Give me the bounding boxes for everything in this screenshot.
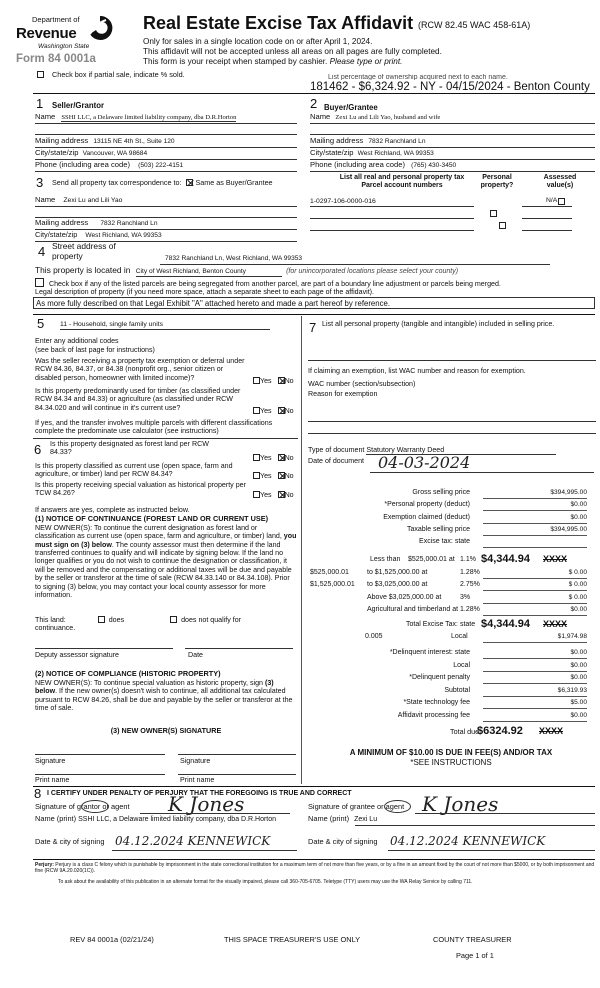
buyer-phone-row bbox=[310, 161, 595, 170]
section-2-number: 2 bbox=[310, 96, 318, 111]
buyer-phone-label: Phone (including area code) bbox=[310, 160, 405, 169]
segregated-row bbox=[35, 278, 501, 288]
tax-tier-3-row bbox=[305, 593, 597, 604]
grantee-name-row bbox=[308, 815, 377, 824]
seller-phone-field[interactable]: (503) 222-4151 bbox=[138, 162, 184, 169]
tax-line-b5-label: *State technology fee bbox=[403, 699, 470, 706]
buyer-mailing-field[interactable]: 7832 Ranchland Ln bbox=[368, 138, 426, 145]
seller-phone-label: Phone (including area code) bbox=[35, 160, 130, 169]
tax-line-b1-row bbox=[305, 648, 597, 659]
grantor-name-field[interactable]: SSHI LLC, a Delaware limited liability company, dba D.R.Horton bbox=[78, 816, 277, 823]
personal-property-label: List all personal property (tangible and intangible) included in selling price. bbox=[322, 320, 555, 328]
total-state-strike: XXXX bbox=[543, 619, 568, 629]
buyer-name-field[interactable]: Zexi Lu and Lili Yao, husband and wife bbox=[335, 114, 441, 121]
personal-property-checkbox-3[interactable] bbox=[499, 222, 506, 229]
does-qualify-checkbox[interactable] bbox=[98, 616, 105, 623]
header-line-2: This affidavit will not be accepted unless all areas on all pages are fully completed. bbox=[143, 47, 442, 56]
historic-yes-checkbox[interactable] bbox=[253, 491, 260, 498]
receipt-note: This form is your receipt when stamped by cashier. bbox=[143, 57, 330, 66]
grantor-name-label: Name (print) bbox=[35, 814, 77, 823]
less-than-strike: XXXX bbox=[543, 554, 568, 564]
this-land-label: This land: bbox=[35, 616, 66, 624]
buyer-city-field[interactable]: West Richland, WA 99353 bbox=[357, 150, 434, 157]
form-rcw: (RCW 82.45 WAC 458-61A) bbox=[418, 20, 531, 30]
tax-tier-2-row bbox=[305, 580, 597, 591]
parcel-header-line-1: List all real and personal property tax bbox=[339, 174, 465, 181]
buyer-phone-field[interactable]: (765) 430-3450 bbox=[411, 162, 457, 169]
current-use-question: Is this property classified as current use (open space, farm and agriculture, or timber) land per RCW 84.34? bbox=[35, 462, 233, 479]
tier-to: to $1,525,000.00 at bbox=[367, 569, 428, 576]
yes-label: Yes bbox=[260, 491, 272, 499]
section-3-number: 3 bbox=[36, 175, 44, 190]
tier-from: $525,000.01 bbox=[310, 569, 349, 576]
exemption-claim-label: If claiming an exemption, list WAC number and reason for exemption. bbox=[308, 367, 526, 375]
grantor-signature-field[interactable]: K Jones bbox=[168, 792, 245, 816]
notice-compliance-text-c: . If the new owner(s) doesn't wish to continue, all additional tax calculated pursuant to RCW 84.26, shall be due and payable by the seller or transferor at the time of sale. bbox=[35, 687, 293, 713]
yes-label: Yes bbox=[260, 407, 272, 415]
yes-label: Yes bbox=[260, 377, 272, 385]
header-divider bbox=[33, 93, 595, 94]
segregated-checkbox[interactable] bbox=[35, 278, 44, 287]
same-as-buyer-checkbox[interactable] bbox=[186, 179, 193, 186]
tax-line-2-label: *Personal property (deduct) bbox=[384, 501, 470, 509]
tier-to: Above $3,025,000.00 at bbox=[367, 593, 442, 601]
correspondence-city-label: City/state/zip bbox=[35, 230, 78, 239]
minimum-due-note: A MINIMUM OF $10.00 IS DUE IN FEE(S) AND/OR TAX bbox=[349, 748, 553, 757]
total-state-label: Total Excise Tax: state bbox=[406, 621, 476, 628]
located-field[interactable]: City of West Richland, Benton County bbox=[136, 268, 282, 277]
located-label: This property is located in bbox=[35, 265, 131, 275]
grantee-date-city-label: Date & city of signing bbox=[308, 837, 378, 846]
does-not-qualify-checkbox[interactable] bbox=[170, 616, 177, 623]
additional-codes-label: Enter any additional codes bbox=[35, 337, 119, 345]
seller-phone-row bbox=[35, 161, 297, 170]
current-use-yes-checkbox[interactable] bbox=[253, 472, 260, 479]
document-date-label: Date of document bbox=[308, 457, 364, 465]
agency-state: Washington State bbox=[38, 43, 90, 50]
current-use-no-checkbox[interactable] bbox=[278, 472, 285, 479]
tier-rate: 2.75% bbox=[460, 581, 480, 589]
yes-label: Yes bbox=[260, 472, 272, 480]
street-label-line-1: Street address of bbox=[52, 241, 116, 251]
parcel-header-line-2: Parcel account numbers bbox=[361, 182, 443, 190]
tax-line-b6-label: Affidavit processing fee bbox=[397, 711, 470, 719]
tax-line-4-value[interactable]: $394,995.00 bbox=[550, 525, 587, 533]
grantee-name-field[interactable]: Zexi Lu bbox=[354, 816, 378, 823]
correspondence-city-row bbox=[35, 231, 297, 240]
grantee-date-city-field[interactable]: 04.12.2024 KENNEWICK bbox=[390, 834, 546, 848]
correspondence-name-label: Name bbox=[35, 195, 56, 204]
certify-statement: I CERTIFY UNDER PENALTY OF PERJURY THAT THE FOREGOING IS TRUE AND CORRECT bbox=[47, 790, 352, 797]
exemption-reason-label: Reason for exemption bbox=[308, 390, 378, 398]
tier-rate: 3% bbox=[460, 593, 471, 601]
correspondence-name-row bbox=[35, 196, 297, 205]
revenue-logo-icon bbox=[86, 14, 114, 42]
page-number: Page 1 of 1 bbox=[456, 951, 494, 960]
timber-yes-checkbox[interactable] bbox=[253, 407, 260, 414]
notice-compliance-title: (2) NOTICE OF COMPLIANCE (HISTORIC PROPERTY) bbox=[35, 669, 221, 678]
forest-yes-checkbox[interactable] bbox=[253, 454, 260, 461]
section-6-number: 6 bbox=[34, 442, 42, 457]
seller-name-row bbox=[35, 113, 297, 122]
personal-header bbox=[474, 174, 520, 191]
tax-line-3-value[interactable]: $0.00 bbox=[570, 513, 587, 521]
section-4-number: 4 bbox=[38, 244, 46, 259]
tax-line-2-value[interactable]: $0.00 bbox=[570, 501, 587, 509]
tier-rate: 1.28% bbox=[460, 569, 480, 576]
tax-line-b1-value[interactable]: $0.00 bbox=[570, 649, 587, 656]
seller-heading: Seller/Grantor bbox=[52, 101, 104, 110]
historic-no-checkbox[interactable] bbox=[278, 491, 285, 498]
tax-line-b4-label: Subtotal bbox=[444, 686, 470, 694]
header-line-1: Only for sales in a single location code on or after April 1, 2024. bbox=[143, 37, 373, 46]
notice-compliance-text-b: (3) below bbox=[35, 679, 274, 696]
less-than-rate: 1.1% bbox=[460, 556, 476, 563]
perjury-text: Perjury is a class C felony which is punishable by imprisonment in the state correctional institution for a maximum term of not more than five years, or by a fine in an amount fixed by the court of not more than $5000, or by both imprisonment and fine (RCW 9A.20.020(1C)). bbox=[35, 862, 595, 875]
seller-mailing-label: Mailing address bbox=[35, 136, 89, 145]
grantee-name-label: Name (print) bbox=[308, 814, 350, 823]
type-or-print: Please type or print. bbox=[329, 57, 403, 66]
tax-line-4-row bbox=[305, 525, 597, 536]
tax-tier-1-row bbox=[305, 568, 597, 579]
notice-compliance-text bbox=[35, 679, 297, 712]
seller-city-row bbox=[35, 149, 297, 158]
revision-label: REV 84 0001a (02/21/24) bbox=[70, 935, 154, 944]
alternate-format-note: To ask about the availability of this publication in an alternate format for the visually impaired, please call 360-705-6705. Teletype (TTY) users may use the WA Relay Service by calling 711. bbox=[58, 879, 473, 885]
grantee-agent-circle bbox=[384, 800, 411, 813]
seller-city-label: City/state/zip bbox=[35, 148, 79, 157]
tax-line-b3-label: *Delinquent penalty bbox=[409, 674, 470, 681]
perjury-label: Perjury: bbox=[35, 862, 54, 868]
less-than-label: Less than bbox=[370, 556, 401, 563]
notice-continuance-text-b: you must sign on (3) below bbox=[35, 532, 297, 549]
buyer-name-label: Name bbox=[310, 112, 331, 121]
partial-sale-label: Check box if partial sale, indicate % sold. bbox=[52, 70, 185, 79]
form-number: Form 84 0001a bbox=[16, 53, 96, 65]
total-state-row bbox=[305, 618, 597, 630]
new-owner-signature-title: (3) NEW OWNER(S) SIGNATURE bbox=[110, 726, 222, 735]
does-label: does bbox=[108, 616, 125, 624]
correspondence-mailing-label: Mailing address bbox=[35, 218, 89, 227]
seller-name-label: Name bbox=[35, 112, 56, 121]
document-date-row bbox=[308, 457, 364, 465]
parcel-header bbox=[322, 174, 482, 191]
section-7-number: 7 bbox=[309, 320, 317, 335]
historic-answer bbox=[253, 491, 294, 499]
list-percentage-note: List percentage of ownership acquired next to each name. bbox=[328, 74, 508, 80]
same-as-buyer-label: Same as Buyer/Grantee bbox=[195, 178, 273, 187]
less-than-row bbox=[305, 553, 597, 565]
segregated-label: Check box if any of the listed parcels are being segregated from another parcel, are part of a boundary line adjustment or parcels being merged. bbox=[48, 280, 501, 288]
buyer-city-row bbox=[310, 149, 595, 158]
tier-value[interactable]: $0.00 bbox=[570, 605, 587, 613]
local-tax-row bbox=[305, 632, 597, 643]
new-owner-signature-label-1: Signature bbox=[35, 757, 66, 765]
notice-continuance-text-a: NEW OWNER(S): To continue the current designation as forest land or classification as current use (open space, farm and agriculture, or timber) land, bbox=[35, 524, 284, 541]
correspondence-mailing-field[interactable]: 7832 Ranchland Ln bbox=[100, 220, 158, 227]
grantor-date-city-field[interactable]: 04.12.2024 KENNEWICK bbox=[115, 834, 271, 848]
wac-number-label: WAC number (section/subsection) bbox=[308, 380, 416, 388]
document-type-field[interactable]: Statutory Warranty Deed bbox=[366, 446, 556, 455]
less-than-value[interactable]: $4,344.94 bbox=[481, 553, 530, 565]
dor-logo bbox=[10, 14, 122, 70]
total-due-row bbox=[305, 725, 597, 738]
total-due-value[interactable]: $6324.92 bbox=[477, 725, 523, 737]
tier-value[interactable]: $ 0.00 bbox=[568, 593, 587, 601]
recording-stamp: 181462 - $6,324.92 - NY - 04/15/2024 - Benton County bbox=[310, 81, 590, 93]
no-label: No bbox=[284, 407, 294, 415]
tax-line-3-label: Exemption claimed (deduct) bbox=[383, 513, 470, 521]
historic-question: Is this property receiving special valuation as historical property per TCW 84.26? bbox=[35, 481, 246, 498]
see-instructions-note: *SEE INSTRUCTIONS bbox=[410, 758, 492, 767]
section-1-number: 1 bbox=[36, 96, 44, 111]
continuance-label: continuance. bbox=[35, 624, 76, 632]
tax-line-3-row bbox=[305, 513, 597, 524]
correspondence-mailing-row bbox=[35, 219, 297, 228]
local-tax-label: Local bbox=[451, 633, 468, 640]
local-tax-value[interactable]: $1,974.98 bbox=[557, 633, 587, 640]
exemption-no-checkbox[interactable] bbox=[278, 377, 285, 384]
forest-no-checkbox[interactable] bbox=[278, 454, 285, 461]
tax-line-b1-label: *Delinquent interest: state bbox=[389, 649, 470, 656]
tax-line-5-label: Excise tax: state bbox=[419, 538, 470, 546]
grantor-agent-circle bbox=[81, 800, 109, 813]
timber-answer bbox=[253, 407, 294, 415]
assessed-value-1[interactable]: N/A bbox=[546, 197, 558, 204]
tax-line-5-row bbox=[305, 537, 597, 548]
timber-question: Is this property predominantly used for timber (as classified under RCW 84.34 and 84.33) or agriculture (as classified under RCW 84.34.020 and will continue in it's current use? bbox=[35, 387, 241, 412]
assessed-header bbox=[530, 174, 590, 191]
buyer-mailing-row bbox=[310, 137, 595, 146]
tax-line-2-row bbox=[305, 500, 597, 511]
total-due-strike: XXXX bbox=[539, 726, 564, 736]
correspondence-name-field[interactable]: Zexi Lu and Lili Yao bbox=[63, 197, 123, 204]
located-row bbox=[35, 266, 458, 277]
exemption-answer bbox=[253, 377, 294, 385]
see-back-label: (see back of last page for instructions) bbox=[35, 346, 155, 354]
seller-city-field[interactable]: Vancouver, WA 98684 bbox=[82, 150, 148, 157]
exemption-question: Was the seller receiving a property tax exemption or deferral under RCW 84.36, 84.37, or 84.38 (nonprofit org., senior citizen or disabled person, homeowner with limited income)? bbox=[35, 357, 245, 382]
buyer-mailing-label: Mailing address bbox=[310, 136, 364, 145]
agency-top: Department of bbox=[32, 15, 80, 24]
section-8-number: 8 bbox=[34, 786, 42, 801]
seller-mailing-row bbox=[35, 137, 297, 146]
treasurer-space-label: THIS SPACE TREASURER'S USE ONLY bbox=[224, 935, 361, 944]
yes-label: Yes bbox=[260, 454, 272, 462]
legal-description-field[interactable]: As more fully described on that Legal Exhibit "A" attached hereto and made a part hereof by reference. bbox=[33, 297, 595, 309]
street-label-line-2: property bbox=[52, 250, 83, 261]
grantor-signature-label: Signature of grantor or agent bbox=[35, 802, 130, 811]
notice-continuance-title: (1) NOTICE OF CONTINUANCE (FOREST LAND OR CURRENT USE) bbox=[35, 514, 269, 523]
partial-sale-checkbox[interactable] bbox=[37, 71, 44, 78]
exemption-yes-checkbox[interactable] bbox=[253, 377, 260, 384]
no-label: No bbox=[284, 377, 294, 385]
tax-line-b5-row bbox=[305, 698, 597, 709]
grantee-signature-field[interactable]: K Jones bbox=[422, 792, 499, 816]
tax-line-b3-value[interactable]: $0.00 bbox=[570, 674, 587, 681]
tax-line-b2-row bbox=[305, 661, 597, 672]
no-label: No bbox=[284, 472, 294, 480]
tier-value[interactable]: $ 0.00 bbox=[568, 569, 587, 576]
forest-answer bbox=[253, 454, 294, 462]
local-tax-rate: 0.005 bbox=[365, 633, 383, 640]
tax-line-b4-row bbox=[305, 686, 597, 697]
tax-line-4-label: Taxable selling price bbox=[406, 525, 470, 533]
agency-name: Revenue bbox=[16, 25, 77, 42]
assessed-header-line-2: value(s) bbox=[546, 182, 574, 190]
notice-continuance-text-c: . The county assessor must then determine if the land transferred continues to qualify and will indicate by signing below. If the land no longer qualifies or you do not wish to continue the designation or classification, it will be removed and the compensating or additional taxes will be due and payable by the seller or transferor at the time of sale (RCW 84.33.140 or 84.34.108). Prior to signing (3) below, you may contact your local county assessor for more information. bbox=[35, 540, 292, 599]
tax-line-b5-value[interactable]: $5.00 bbox=[570, 699, 587, 706]
document-type-label: Type of document bbox=[308, 446, 365, 454]
personal-property-checkbox-2[interactable] bbox=[490, 210, 497, 217]
new-owner-print-name-label-1: Print name bbox=[35, 776, 70, 784]
legal-description-label: Legal description of property (if you need more space, attach a separate sheet to each page of the affidavit). bbox=[35, 288, 375, 296]
personal-header-line-2: property? bbox=[480, 182, 514, 190]
street-label bbox=[52, 242, 116, 261]
if-yes-note: If answers are yes, complete as instructed below. bbox=[35, 506, 190, 514]
current-use-answer bbox=[253, 472, 294, 480]
does-not-label: does not qualify for bbox=[181, 616, 242, 624]
total-due-label: Total due bbox=[450, 727, 480, 736]
tax-line-1-label: Gross selling price bbox=[412, 489, 470, 496]
tier-rate: 1.28% bbox=[460, 605, 480, 613]
grantor-date-city-label: Date & city of signing bbox=[35, 837, 105, 846]
perjury-statement bbox=[35, 862, 595, 875]
land-use-code-field[interactable]: 11 - Household, single family units bbox=[60, 321, 270, 330]
deputy-date-label: Date bbox=[188, 651, 203, 659]
personal-header-line-1: Personal bbox=[482, 174, 512, 181]
seller-name-field[interactable]: SSHI LLC, a Delaware limited liability company, dba D.R.Horton bbox=[61, 114, 237, 121]
total-state-value[interactable]: $4,344.94 bbox=[481, 618, 530, 630]
grantor-name-row bbox=[35, 815, 297, 824]
tax-line-b2-value[interactable]: $0.00 bbox=[570, 661, 587, 669]
tax-line-b6-value[interactable]: $0.00 bbox=[570, 711, 587, 719]
predominate-use-note: If yes, and the transfer involves multiple parcels with different classifications complete the predominate use calculator (see instructions) bbox=[35, 419, 273, 436]
notice-continuance-text bbox=[35, 524, 297, 599]
located-note: (for unincorporated locations please select your county) bbox=[286, 268, 459, 275]
county-treasurer-label: COUNTY TREASURER bbox=[433, 935, 512, 944]
no-label: No bbox=[284, 491, 294, 499]
buyer-name-row bbox=[310, 113, 595, 122]
partial-sale-row bbox=[37, 71, 185, 80]
less-than-threshold: $525,000.01 at bbox=[408, 556, 455, 563]
tax-line-b2-label: Local bbox=[453, 661, 470, 669]
tier-to: Agricultural and timberland at bbox=[367, 605, 459, 613]
tax-tier-4-row bbox=[305, 605, 597, 616]
tax-line-b3-row bbox=[305, 673, 597, 684]
parcel-row-1 bbox=[310, 197, 595, 206]
seller-mailing-field[interactable]: 13115 NE 4th St., Suite 120 bbox=[93, 138, 175, 145]
forest-question: Is this property designated as forest land per RCW 84.33? bbox=[50, 440, 209, 457]
new-owner-print-name-label-2: Print name bbox=[180, 776, 215, 784]
header-line-3 bbox=[143, 57, 402, 67]
assessed-header-line-1: Assessed bbox=[543, 174, 577, 181]
tier-from: $1,525,000.01 bbox=[310, 581, 355, 589]
buyer-heading: Buyer/Grantee bbox=[324, 103, 378, 112]
tax-line-1-row bbox=[305, 488, 597, 499]
timber-no-checkbox[interactable] bbox=[278, 407, 285, 414]
correspondence-label: Send all property tax correspondence to: bbox=[52, 178, 182, 187]
form-title: Real Estate Excise Tax Affidavit bbox=[143, 13, 414, 33]
personal-property-checkbox-1[interactable] bbox=[558, 198, 565, 205]
buyer-city-label: City/state/zip bbox=[310, 148, 354, 157]
grantee-signature-label: Signature of grantee or agent bbox=[308, 802, 405, 811]
new-owner-signature-label-2: Signature bbox=[180, 757, 211, 765]
section-5-number: 5 bbox=[37, 316, 45, 331]
tier-value[interactable]: $ 0.00 bbox=[568, 581, 587, 589]
parcel-number-1[interactable]: 1-0297-106-0000-016 bbox=[310, 198, 376, 205]
notice-compliance-text-a: NEW OWNER(S): To continue special valuation as historic property, sign bbox=[35, 679, 265, 687]
correspondence-city-field[interactable]: West Richland, WA 99353 bbox=[85, 232, 162, 239]
tax-line-b6-row bbox=[305, 711, 597, 722]
tax-line-b4-value[interactable]: $6,319.93 bbox=[557, 686, 587, 694]
document-date-field[interactable]: 04-03-2024 bbox=[378, 453, 471, 472]
deputy-assessor-signature-label: Deputy assessor signature bbox=[35, 651, 119, 659]
street-address-field[interactable]: 7832 Ranchland Ln, West Richland, WA 99353 bbox=[165, 255, 303, 262]
tax-line-1-value[interactable]: $394,995.00 bbox=[550, 489, 587, 496]
tier-to: to $3,025,000.00 at bbox=[367, 581, 428, 589]
no-label: No bbox=[284, 454, 294, 462]
correspondence-row bbox=[52, 179, 273, 187]
